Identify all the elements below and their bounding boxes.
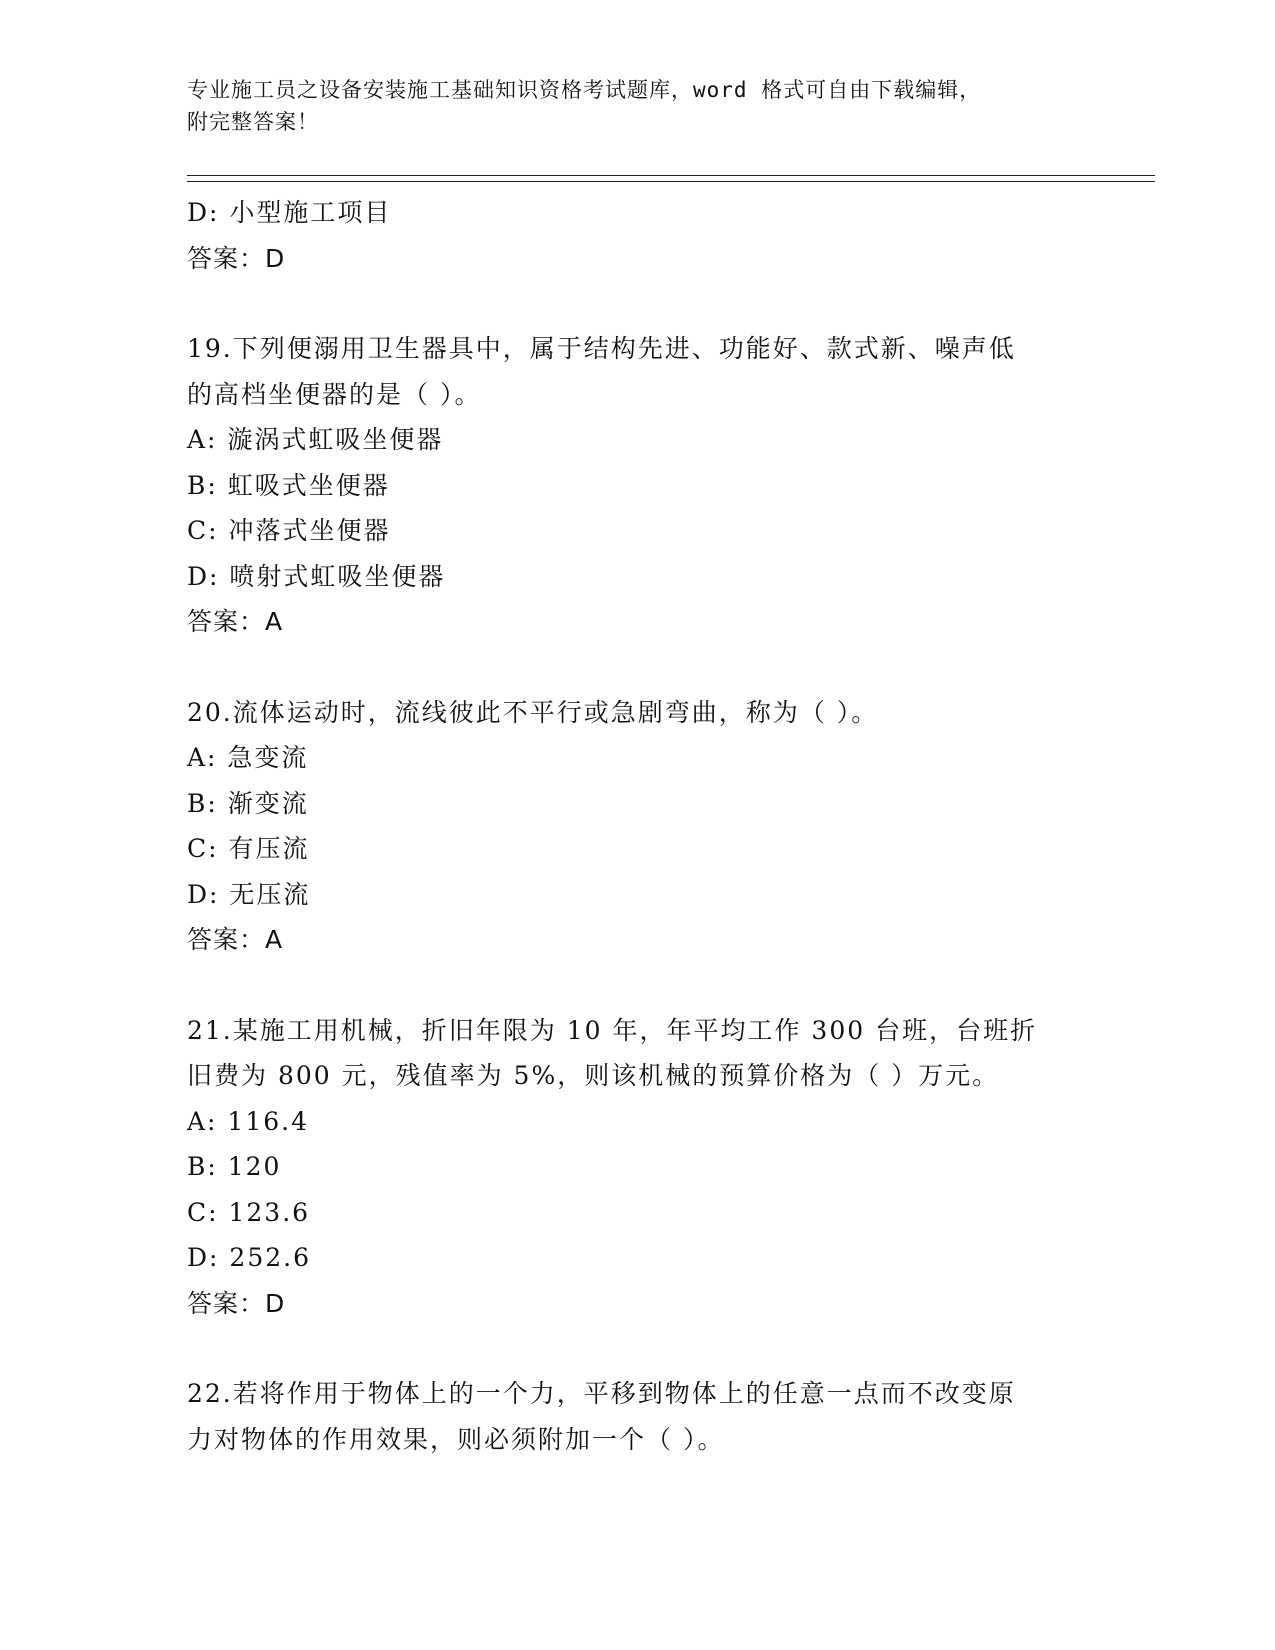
option-b: B: 渐变流 [187, 788, 309, 818]
option-a: A: 急变流 [187, 743, 309, 772]
option-d: D: 喷射式虹吸坐便器 [187, 561, 446, 591]
document-header [187, 74, 1087, 138]
question-19-text-line-2: 的高档坐便器的是（ ）。 [187, 379, 482, 409]
option-a: A: 漩涡式虹吸坐便器 [187, 425, 444, 454]
header-rule-top [187, 175, 1155, 176]
option-b: B: 120 [187, 1152, 282, 1181]
question-21-text-line-1: 21.某施工用机械，折旧年限为 10 年，年平均工作 300 台班，台班折 [187, 1015, 1038, 1045]
question-22-text-line-2: 力对物体的作用效果，则必须附加一个（ ）。 [187, 1424, 725, 1454]
answer-line: 答案：D [187, 243, 286, 273]
header-line-1: 专业施工员之设备安装施工基础知识资格考试题库，word 格式可自由下载编辑， [187, 78, 982, 102]
option-a: A: 116.4 [187, 1106, 309, 1136]
question-list [187, 190, 1077, 1462]
question-21-text-line-2: 旧费为 800 元，残值率为 5%，则该机械的预算价格为（ ）万元。 [187, 1061, 1000, 1090]
option-c: C: 123.6 [187, 1197, 311, 1227]
answer-line: 答案：A [187, 925, 284, 954]
option-c: C: 有压流 [187, 834, 310, 863]
question-20-text: 20.流体运动时，流线彼此不平行或急剧弯曲，称为（ ）。 [187, 697, 879, 727]
question-22-text-line-1: 22.若将作用于物体上的一个力，平移到物体上的任意一点而不改变原 [187, 1379, 1016, 1408]
option-d: D: 252.6 [187, 1243, 311, 1272]
option-c: C: 冲落式坐便器 [187, 516, 391, 545]
option-b: B: 虹吸式坐便器 [187, 470, 390, 500]
header-rule-bottom [187, 181, 1155, 182]
answer-line: 答案：A [187, 607, 284, 636]
option-d: D: 无压流 [187, 879, 311, 909]
answer-line: 答案：D [187, 1288, 286, 1318]
option-d: D: 小型施工项目 [187, 198, 392, 227]
question-19-text-line-1: 19.下列便溺用卫生器具中，属于结构先进、功能好、款式新、噪声低 [187, 334, 1016, 363]
header-line-2: 附完整答案！ [187, 110, 319, 134]
